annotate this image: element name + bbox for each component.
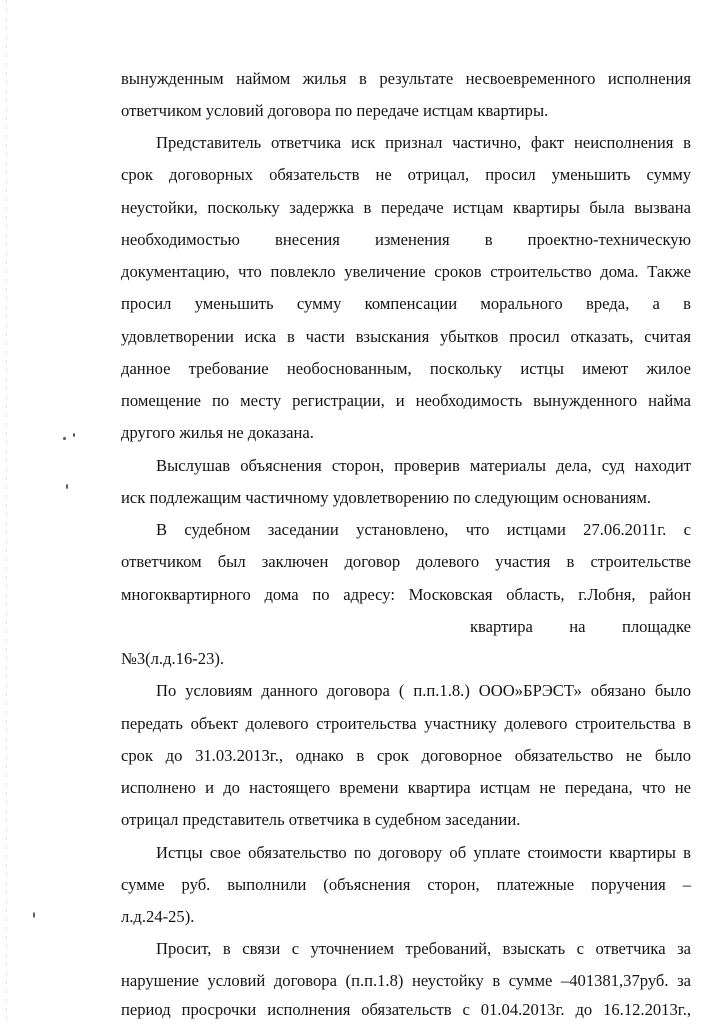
- text-line: передать объект долевого строительства участнику долевого строительства в: [121, 714, 691, 733]
- text-line: квартира на площадке: [470, 617, 691, 636]
- text-line: помещение по месту регистрации, и необходимость вынужденного найма: [121, 391, 691, 410]
- text-line: л.д.24-25).: [121, 907, 195, 926]
- text-line: период просрочки исполнения обязательств с 01.04.2013г. до 16.12.2013г.,: [121, 1000, 691, 1019]
- scan-speck: [66, 484, 68, 489]
- text-line: неустойки, поскольку задержка в передаче истцам квартиры была вызвана: [121, 198, 691, 217]
- scan-speck: [63, 437, 66, 440]
- paragraph-first-line: Представитель ответчика иск признал частично, факт неисполнения в: [156, 133, 691, 152]
- text-line: многоквартирного дома по адресу: Московская область, г.Лобня, район: [121, 585, 691, 604]
- text-line: документацию, что повлекло увеличение сроков строительство дома. Также: [121, 262, 691, 281]
- paragraph-first-line: В судебном заседании установлено, что истцами 27.06.2011г. с: [156, 520, 691, 539]
- text-line: сумме руб. выполнили (объяснения сторон, платежные поручения –: [121, 875, 691, 894]
- text-line: исполнено и до настоящего времени квартира истцам не передана, что не: [121, 778, 691, 797]
- text-line: срок до 31.03.2013г., однако в срок договорное обязательство не было: [121, 746, 691, 765]
- text-line: необходимостью внесения изменения в проектно-техническую: [121, 230, 691, 249]
- text-line: ответчиком условий договора по передаче истцам квартиры.: [121, 101, 549, 120]
- paragraph-first-line: Просит, в связи с уточнением требований, взыскать с ответчика за: [156, 939, 691, 958]
- paragraph-first-line: Выслушав объяснения сторон, проверив материалы дела, суд находит: [156, 456, 691, 475]
- text-line: срок договорных обязательств не отрицал, просил уменьшить сумму: [121, 165, 691, 184]
- paragraph-first-line: Истцы свое обязательство по договору об уплате стоимости квартиры в: [156, 843, 691, 862]
- paragraph-first-line: По условиям данного договора ( п.п.1.8.) ООО»БРЭСТ» обязано было: [156, 681, 691, 700]
- text-line: удовлетворении иска в части взыскания убытков просил отказать, считая: [121, 327, 691, 346]
- text-line: ответчиком был заключен договор долевого участия в строительстве: [121, 552, 691, 571]
- scan-speck: [33, 912, 35, 918]
- text-line: иск подлежащим частичному удовлетворению по следующим основаниям.: [121, 488, 652, 507]
- text-line: отрицал представитель ответчика в судебном заседании.: [121, 810, 521, 829]
- text-line: просил уменьшить сумму компенсации морального вреда, а в: [121, 294, 691, 313]
- text-line: другого жилья не доказана.: [121, 423, 314, 442]
- text-line: данное требование необоснованным, поскольку истцы имеют жилое: [121, 359, 691, 378]
- text-line: вынужденным наймом жилья в результате несвоевременного исполнения: [121, 69, 691, 88]
- scan-speck: [73, 433, 75, 437]
- text-line: №3(л.д.16-23).: [121, 649, 225, 668]
- scan-edge: [6, 0, 7, 1024]
- text-line: нарушение условий договора (п.п.1.8) неустойку в сумме –401381,37руб. за: [121, 971, 691, 990]
